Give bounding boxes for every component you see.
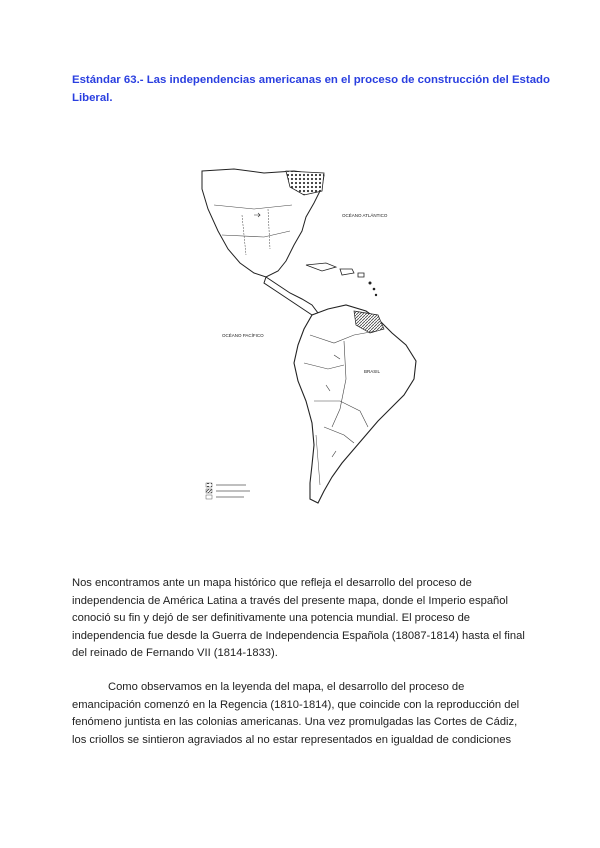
- paragraph-2-line: emancipación comenzó en la Regencia (1810-1814), que coincide con la reproducción del: [72, 698, 520, 711]
- map-label-pacific: OCÉANO PACÍFICO: [222, 333, 264, 338]
- historical-map-americas: [194, 165, 422, 510]
- paragraph-1-line: conoció su fin y dejó de ser definitivamente una potencia mundial. El proceso de: [72, 612, 471, 625]
- paragraph-2-line: los criollos se sintieron agraviados al no estar representados en igualdad de condiciones: [72, 733, 512, 746]
- map-label-brasil: BRASIL: [364, 369, 381, 374]
- map-label-atlantic: OCÉANO ATLÁNTICO: [342, 213, 388, 218]
- title-line-1: Estándar 63.- Las independencias americanas en el proceso de construcción del Estado: [72, 74, 550, 86]
- paragraph-1: [72, 575, 532, 663]
- paragraph-2: [72, 679, 532, 749]
- paragraph-1-line: Nos encontramos ante un mapa histórico que refleja el desarrollo del proceso de: [72, 577, 472, 589]
- paragraph-1-line: independencia de América Latina a través del presente mapa, donde el Imperio español: [72, 594, 508, 607]
- document-title: [72, 71, 550, 107]
- paragraph-1-line: del reinado de Fernando VII (1814-1833).: [72, 647, 278, 660]
- title-line-2: Liberal.: [72, 92, 113, 104]
- paragraph-2-line: fenómeno juntista en las colonias americanas. Una vez promulgadas las Cortes de Cádiz,: [72, 716, 518, 729]
- paragraph-1-line: independencia fue desde la Guerra de Independencia Española (18087-1814) hasta el final: [72, 629, 525, 642]
- paragraph-2-line: Como observamos en la leyenda del mapa, el desarrollo del proceso de: [108, 681, 465, 693]
